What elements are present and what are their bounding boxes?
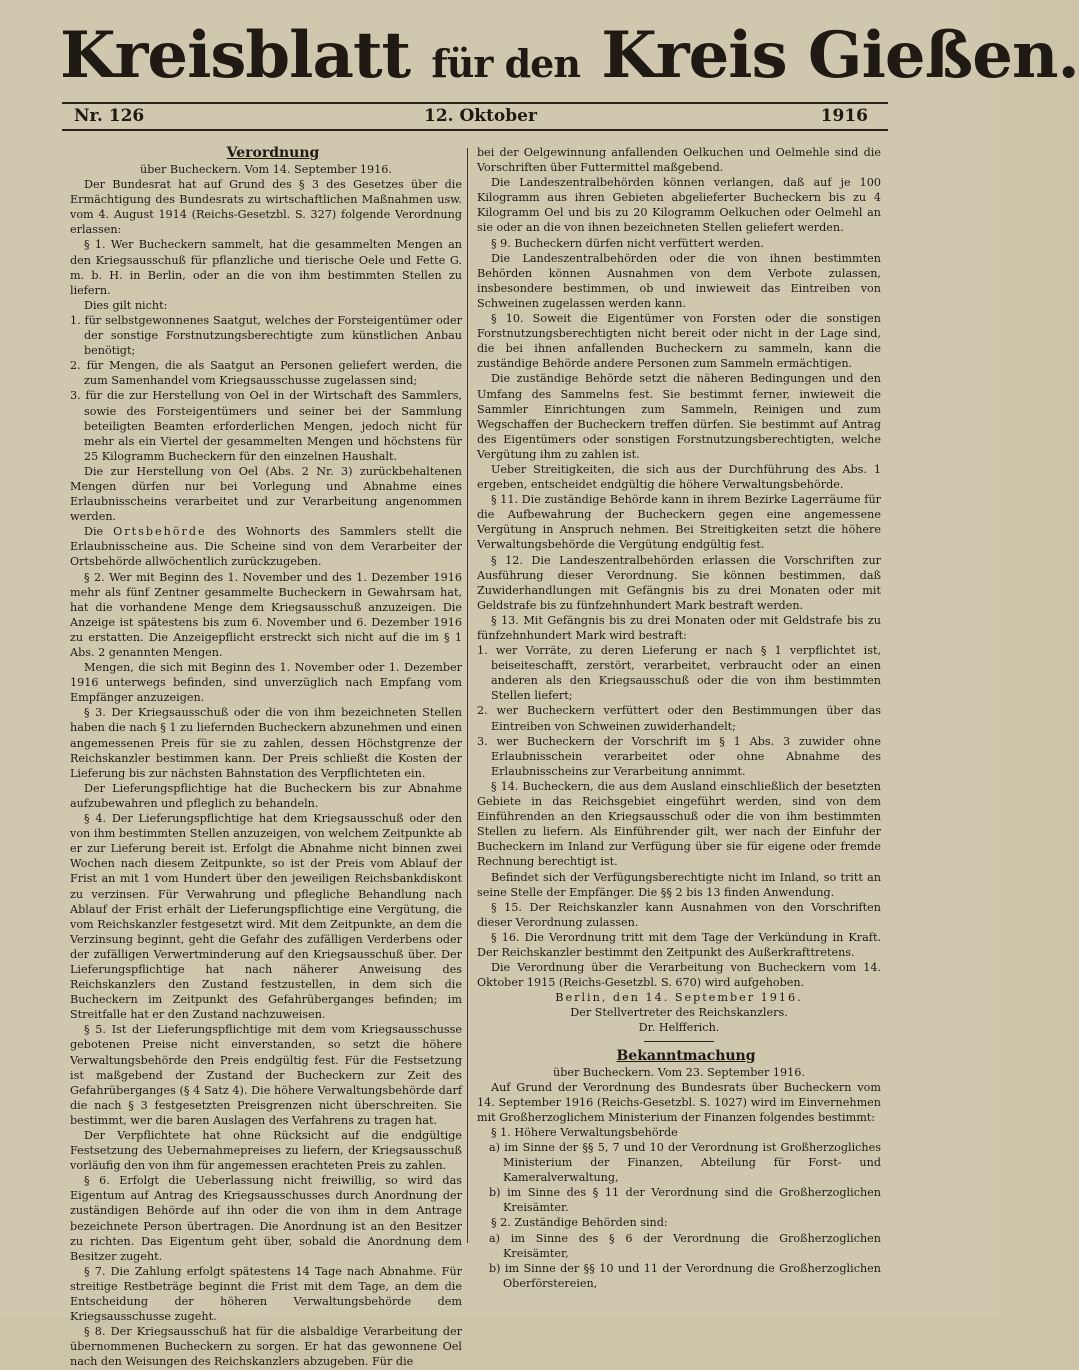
- article-paragraph: § 2. Zuständige Behörden sind:: [491, 1216, 668, 1230]
- article-paragraph: § 2. Wer mit Beginn des 1. November und des 1. Dezember 1916 mehr als fünf Zentner gesammelte Bucheckern in Gewahrsam hat, hat die vorhandene Menge dem Kriegsausschuß anzuzeigen. Die Anzeige ist spätestens bis zum 6. November und 6. Dezember 1916 zu erstatten. Die Anzeigepflicht erstreckt sich nicht auf die im § 1 Abs. 2 genannten Mengen.: [70, 570, 462, 659]
- issue-number: Nr. 126: [74, 106, 145, 126]
- list-item: 2. für Mengen, die als Saatgut an Personen geliefert werden, die zum Samenhandel vom Kriegsausschusse zugelassen sind;: [70, 359, 462, 388]
- article-subtitle: über Bucheckern. Vom 23. September 1916.: [553, 1065, 805, 1079]
- article-paragraph: § 15. Der Reichskanzler kann Ausnahmen von den Vorschriften dieser Verordnung zulassen.: [477, 900, 881, 929]
- left-column: [70, 145, 462, 1370]
- article-paragraph: § 3. Der Kriegsausschuß oder die von ihm bezeichneten Stellen haben die nach § 1 zu liefernden Bucheckern abzunehmen und einen angemessenen Preis für sie zu zahlen, dessen Höchstgrenze der Reichskanzler bestimmen kann. Der Preis schließt die Kosten der Lieferung bis zur nächsten Bahnstation des Verpflichteten ein.: [70, 706, 462, 780]
- list-item: 1. wer Vorräte, zu deren Lieferung er nach § 1 verpflichtet ist, beiseiteschafft, zerstört, verarbeitet, verbraucht oder an einen anderen als den Kriegsausschuß oder die von ihm bestimmten Stellen liefert;: [477, 644, 881, 703]
- article-paragraph: § 10. Soweit die Eigentümer von Forsten oder die sonstigen Forstnutzungsberechtigten nicht bereit oder nicht in der Lage sind, die bei ihnen anfallenden Bucheckern zu sammeln, kann die zuständige Behörde andere Personen zum Sammeln ermächtigen.: [477, 312, 881, 371]
- article-subtitle: über Bucheckern. Vom 14. September 1916.: [140, 163, 392, 176]
- article-paragraph: Auf Grund der Verordnung des Bundesrats über Bucheckern vom 14. September 1916 (Reichs-Gesetzbl. S. 1027) wird im Einvernehmen mit Großherzoglichem Ministerium der Finanzen folgendes bestimmt:: [477, 1080, 881, 1124]
- list-item: 3. wer Bucheckern der Vorschrift im § 1 Abs. 3 zuwider ohne Erlaubnisschein verarbeitet oder ohne Abnahme des Erlaubnisscheins zur Verarbeitung annimmt.: [477, 734, 881, 778]
- article-paragraph: Dies gilt nicht:: [84, 298, 168, 312]
- article-title: Bekanntmachung: [616, 1047, 756, 1064]
- column-divider: [467, 148, 468, 1243]
- article-paragraph: § 5. Ist der Lieferungspflichtige mit dem vom Kriegsausschusse gebotenen Preise nicht einverstanden, so setzt die höhere Verwaltungsbehörde den Preis endgültig fest. Für die Festsetzung ist maßgebend der Zustand der Bucheckern zur Zeit des Gefahrüberganges (§ 4 Satz 4). Die höhere Verwaltungsbehörde darf die nach § 3 festgesetzten Preisgrenzen nicht überschreiten. Sie bestimmt, wer die baren Auslagen des Verfahrens zu tragen hat.: [70, 1023, 462, 1127]
- signature-role: Der Stellvertreter des Reichskanzlers.: [570, 1006, 788, 1020]
- article-paragraph: § 4. Der Lieferungspflichtige hat dem Kriegsausschuß oder den von ihm bestimmten Stellen anzuzeigen, von welchem Zeitpunkte ab er zur Lieferung bereit ist. Erfolgt die Abnahme nicht binnen zwei Wochen nach diesem Zeitpunkte, so ist der Preis vom Ablauf der Frist an mit 1 vom Hundert über den jeweiligen Reichsbankdiskont zu verzinsen. Für Verwahrung und pflegliche Behandlung nach Ablauf der Frist erhält der Lieferungspflichtige eine Vergütung, die vom Reichskanzler festgesetzt wird. Mit dem Zeitpunkte, an dem die Verzinsung beginnt, geht die Gefahr des zufälligen Verderbens oder der zufälligen Verwertminderung auf den Kriegsausschuß über. Der Lieferungspflichtige hat nach näherer Anweisung des Reichskanzlers den Zustand festzustellen, in dem sich die Bucheckern im Zeitpunkt des Gefahrüberganges befinden; im Streitfalle hat er den Zustand nachzuweisen.: [70, 812, 462, 1022]
- article-title: Verordnung: [226, 145, 320, 161]
- signature-place-date: Berlin, den 14. September 1916.: [555, 991, 803, 1005]
- article-paragraph: Mengen, die sich mit Beginn des 1. November oder 1. Dezember 1916 unterwegs befinden, sind unverzüglich nach Empfang vom Empfänger anzuzeigen.: [70, 661, 462, 705]
- article-paragraph: § 14. Bucheckern, die aus dem Ausland einschließlich der besetzten Gebiete in das Reichsgebiet eingeführt werden, sind von dem Einführenden an den Kriegsausschuß oder die von ihm bestimmten Stellen zu liefern. Als Einführender gilt, wer nach der Einfuhr der Bucheckern im Inland zur Verfügung über sie für eigene oder fremde Rechnung berechtigt ist.: [477, 779, 881, 869]
- text-fragment-spaced: Ortsbehörde: [113, 525, 207, 539]
- list-item: a) im Sinne des § 6 der Verordnung die Großherzoglichen Kreisämter,: [489, 1231, 881, 1260]
- issue-meta: [62, 104, 868, 128]
- masthead-title-part2: für den: [431, 41, 580, 86]
- article-paragraph: § 8. Der Kriegsausschuß hat für die alsbaldige Verarbeitung der übernommenen Bucheckern zu sorgen. Er hat das gewonnene Oel nach den Weisungen des Reichskanzlers abzugeben. Für die: [70, 1325, 462, 1369]
- article-paragraph: § 11. Die zuständige Behörde kann in ihrem Bezirke Lagerräume für die Aufbewahrung der Bucheckern gegen eine angemessene Vergütung in Anspruch nehmen. Bei Streitigkeiten setzt die höhere Verwaltungsbehörde die Vergütung endgültig fest.: [477, 493, 881, 552]
- article-paragraph: § 9. Bucheckern dürfen nicht verfüttert werden.: [491, 236, 764, 250]
- article-paragraph: § 1. Wer Bucheckern sammelt, hat die gesammelten Mengen an den Kriegsausschuß für pflanzliche und tierische Oele und Fette G. m. b. H. in Berlin, oder an die von ihm bestimmten Stellen zu liefern.: [70, 238, 462, 297]
- article-paragraph: § 7. Die Zahlung erfolgt spätestens 14 Tage nach Abnahme. Für streitige Restbeträge beginnt die Frist mit dem Tage, an dem die Entscheidung der höheren Verwaltungsbehörde dem Kriegsausschusse zugeht.: [70, 1264, 462, 1324]
- article-paragraph: Befindet sich der Verfügungsberechtigte nicht im Inland, so tritt an seine Stelle der Empfänger. Die §§ 2 bis 13 finden Anwendung.: [477, 870, 881, 899]
- article-paragraph: bei der Oelgewinnung anfallenden Oelkuchen und Oelmehle sind die Vorschriften über Futtermittel maßgebend.: [477, 146, 881, 175]
- article-paragraph: Ueber Streitigkeiten, die sich aus der Durchführung des Abs. 1 ergeben, entscheidet endgültig die höhere Verwaltungsbehörde.: [477, 462, 881, 492]
- right-column: [477, 145, 881, 1291]
- article-paragraph: Die Landeszentralbehörden oder die von ihnen bestimmten Behörden können Ausnahmen von dem Verbote zulassen, insbesondere bestimmen, ob und inwieweit das Eintreiben von Schweinen zugelassen werden kann.: [477, 251, 881, 310]
- issue-date: 12. Oktober: [424, 106, 537, 126]
- article-paragraph: Die zuständige Behörde setzt die näheren Bedingungen und den Umfang des Sammelns fest. Sie bestimmt ferner, inwieweit die Sammler Einrichtungen zum Sammeln, Reinigen und zum Wegschaffen der Bucheckern treffen dürfen. Sie bestimmt auf Antrag des Eigentümers oder sonstigen Forstnutzungsberechtigten, welche Vergütung ihm zu zahlen ist.: [477, 372, 881, 461]
- article-paragraph: § 16. Die Verordnung tritt mit dem Tage der Verkündung in Kraft. Der Reichskanzler bestimmt den Zeitpunkt des Außerkrafttretens.: [477, 930, 881, 959]
- masthead: [60, 14, 1079, 106]
- article-paragraph: Der Bundesrat hat auf Grund des § 3 des Gesetzes über die Ermächtigung des Bundesrats zu wirtschaftlichen Maßnahmen usw. vom 4. August 1914 (Reichs-Gesetzbl. S. 327) folgende Verordnung erlassen:: [70, 178, 462, 237]
- article-paragraph: Die Verordnung über die Verarbeitung von Bucheckern vom 14. Oktober 1915 (Reichs-Gesetzbl. S. 670) wird aufgehoben.: [477, 961, 881, 990]
- masthead-title-part1: Kreisblatt: [60, 18, 411, 93]
- section-divider: [644, 1041, 714, 1042]
- list-item: 2. wer Bucheckern verfüttert oder den Bestimmungen über das Eintreiben von Schweinen zuwiderhandelt;: [477, 704, 881, 733]
- header-rule: [62, 129, 888, 131]
- article-paragraph: Die Landeszentralbehörden können verlangen, daß auf je 100 Kilogramm aus ihren Gebieten abgelieferter Bucheckern bis zu 4 Kilogramm Oel und bis zu 20 Kilogramm Oelkuchen oder Oelmehl an sie oder an die von ihnen bezeichneten Stellen geliefert werden.: [477, 176, 881, 235]
- list-item: a) im Sinne der §§ 5, 7 und 10 der Verordnung ist Großherzogliches Ministerium der Finanzen, Abteilung für Forst- und Kameralverwaltung,: [489, 1141, 881, 1185]
- article-paragraph: Die zur Herstellung von Oel (Abs. 2 Nr. 3) zurückbehaltenen Mengen dürfen nur bei Vorlegung und Abnahme eines Erlaubnisscheins verarbeitet und zur Verarbeitung angenommen werden.: [70, 464, 462, 524]
- masthead-title-part3: Kreis Gießen.: [601, 18, 1079, 93]
- list-item: b) im Sinne der §§ 10 und 11 der Verordnung die Großherzoglichen Oberförstereien,: [489, 1261, 881, 1290]
- text-fragment: Die: [84, 525, 114, 539]
- text-fragment: des Wohnorts des Sammlers stellt die Erlaubnisscheine aus. Die Scheine sind von dem Verarbeiter der Ortsbehörde allwöchentlich zurückzugeben.: [70, 525, 462, 569]
- article-paragraph: § 12. Die Landeszentralbehörden erlassen die Vorschriften zur Ausführung dieser Verordnung. Sie können bestimmen, daß Zuwiderhandlungen mit Gefängnis bis zu drei Monaten oder mit Geldstrafe bis zu fünfzehnhundert Mark bestraft werden.: [477, 553, 881, 612]
- list-item: 3. für die zur Herstellung von Oel in der Wirtschaft des Sammlers, sowie des Forsteigentümers und seiner bei der Sammlung beteiligten Beamten erforderlichen Mengen, jedoch nicht für mehr als ein Viertel der gesammelten Mengen und höchstens für 25 Kilogramm Bucheckern für den einzelnen Haushalt.: [70, 389, 462, 463]
- signature-name: Dr. Helfferich.: [638, 1021, 720, 1035]
- list-item: 1. für selbstgewonnenes Saatgut, welches der Forsteigentümer oder der sonstige Forstnutzungsberechtigte zum künstlichen Anbau benötigt;: [70, 313, 462, 358]
- article-paragraph: Der Verpflichtete hat ohne Rücksicht auf die endgültige Festsetzung des Uebernahmepreises zu liefern, der Kriegsausschuß vorläufig den von ihm für angemessen erachteten Preis zu zahlen.: [70, 1129, 462, 1173]
- issue-year: 1916: [820, 106, 868, 126]
- article-paragraph: § 13. Mit Gefängnis bis zu drei Monaten oder mit Geldstrafe bis zu fünfzehnhundert Mark wird bestraft:: [477, 613, 881, 642]
- article-paragraph: Der Lieferungspflichtige hat die Bucheckern bis zur Abnahme aufzubewahren und pfleglich zu behandeln.: [70, 781, 462, 810]
- list-item: b) im Sinne des § 11 der Verordnung sind die Großherzoglichen Kreisämter.: [489, 1186, 881, 1215]
- article-paragraph: § 1. Höhere Verwaltungsbehörde: [491, 1125, 678, 1139]
- article-paragraph: § 6. Erfolgt die Ueberlassung nicht freiwillig, so wird das Eigentum auf Antrag des Kriegsausschusses durch Anordnung der zuständigen Behörde auf ihn oder die von ihm in dem Antrage bezeichnete Person übertragen. Die Anordnung ist an den Besitzer zu richten. Das Eigentum geht über, sobald die Anordnung dem Besitzer zugeht.: [70, 1174, 462, 1263]
- article-paragraph: [70, 524, 462, 569]
